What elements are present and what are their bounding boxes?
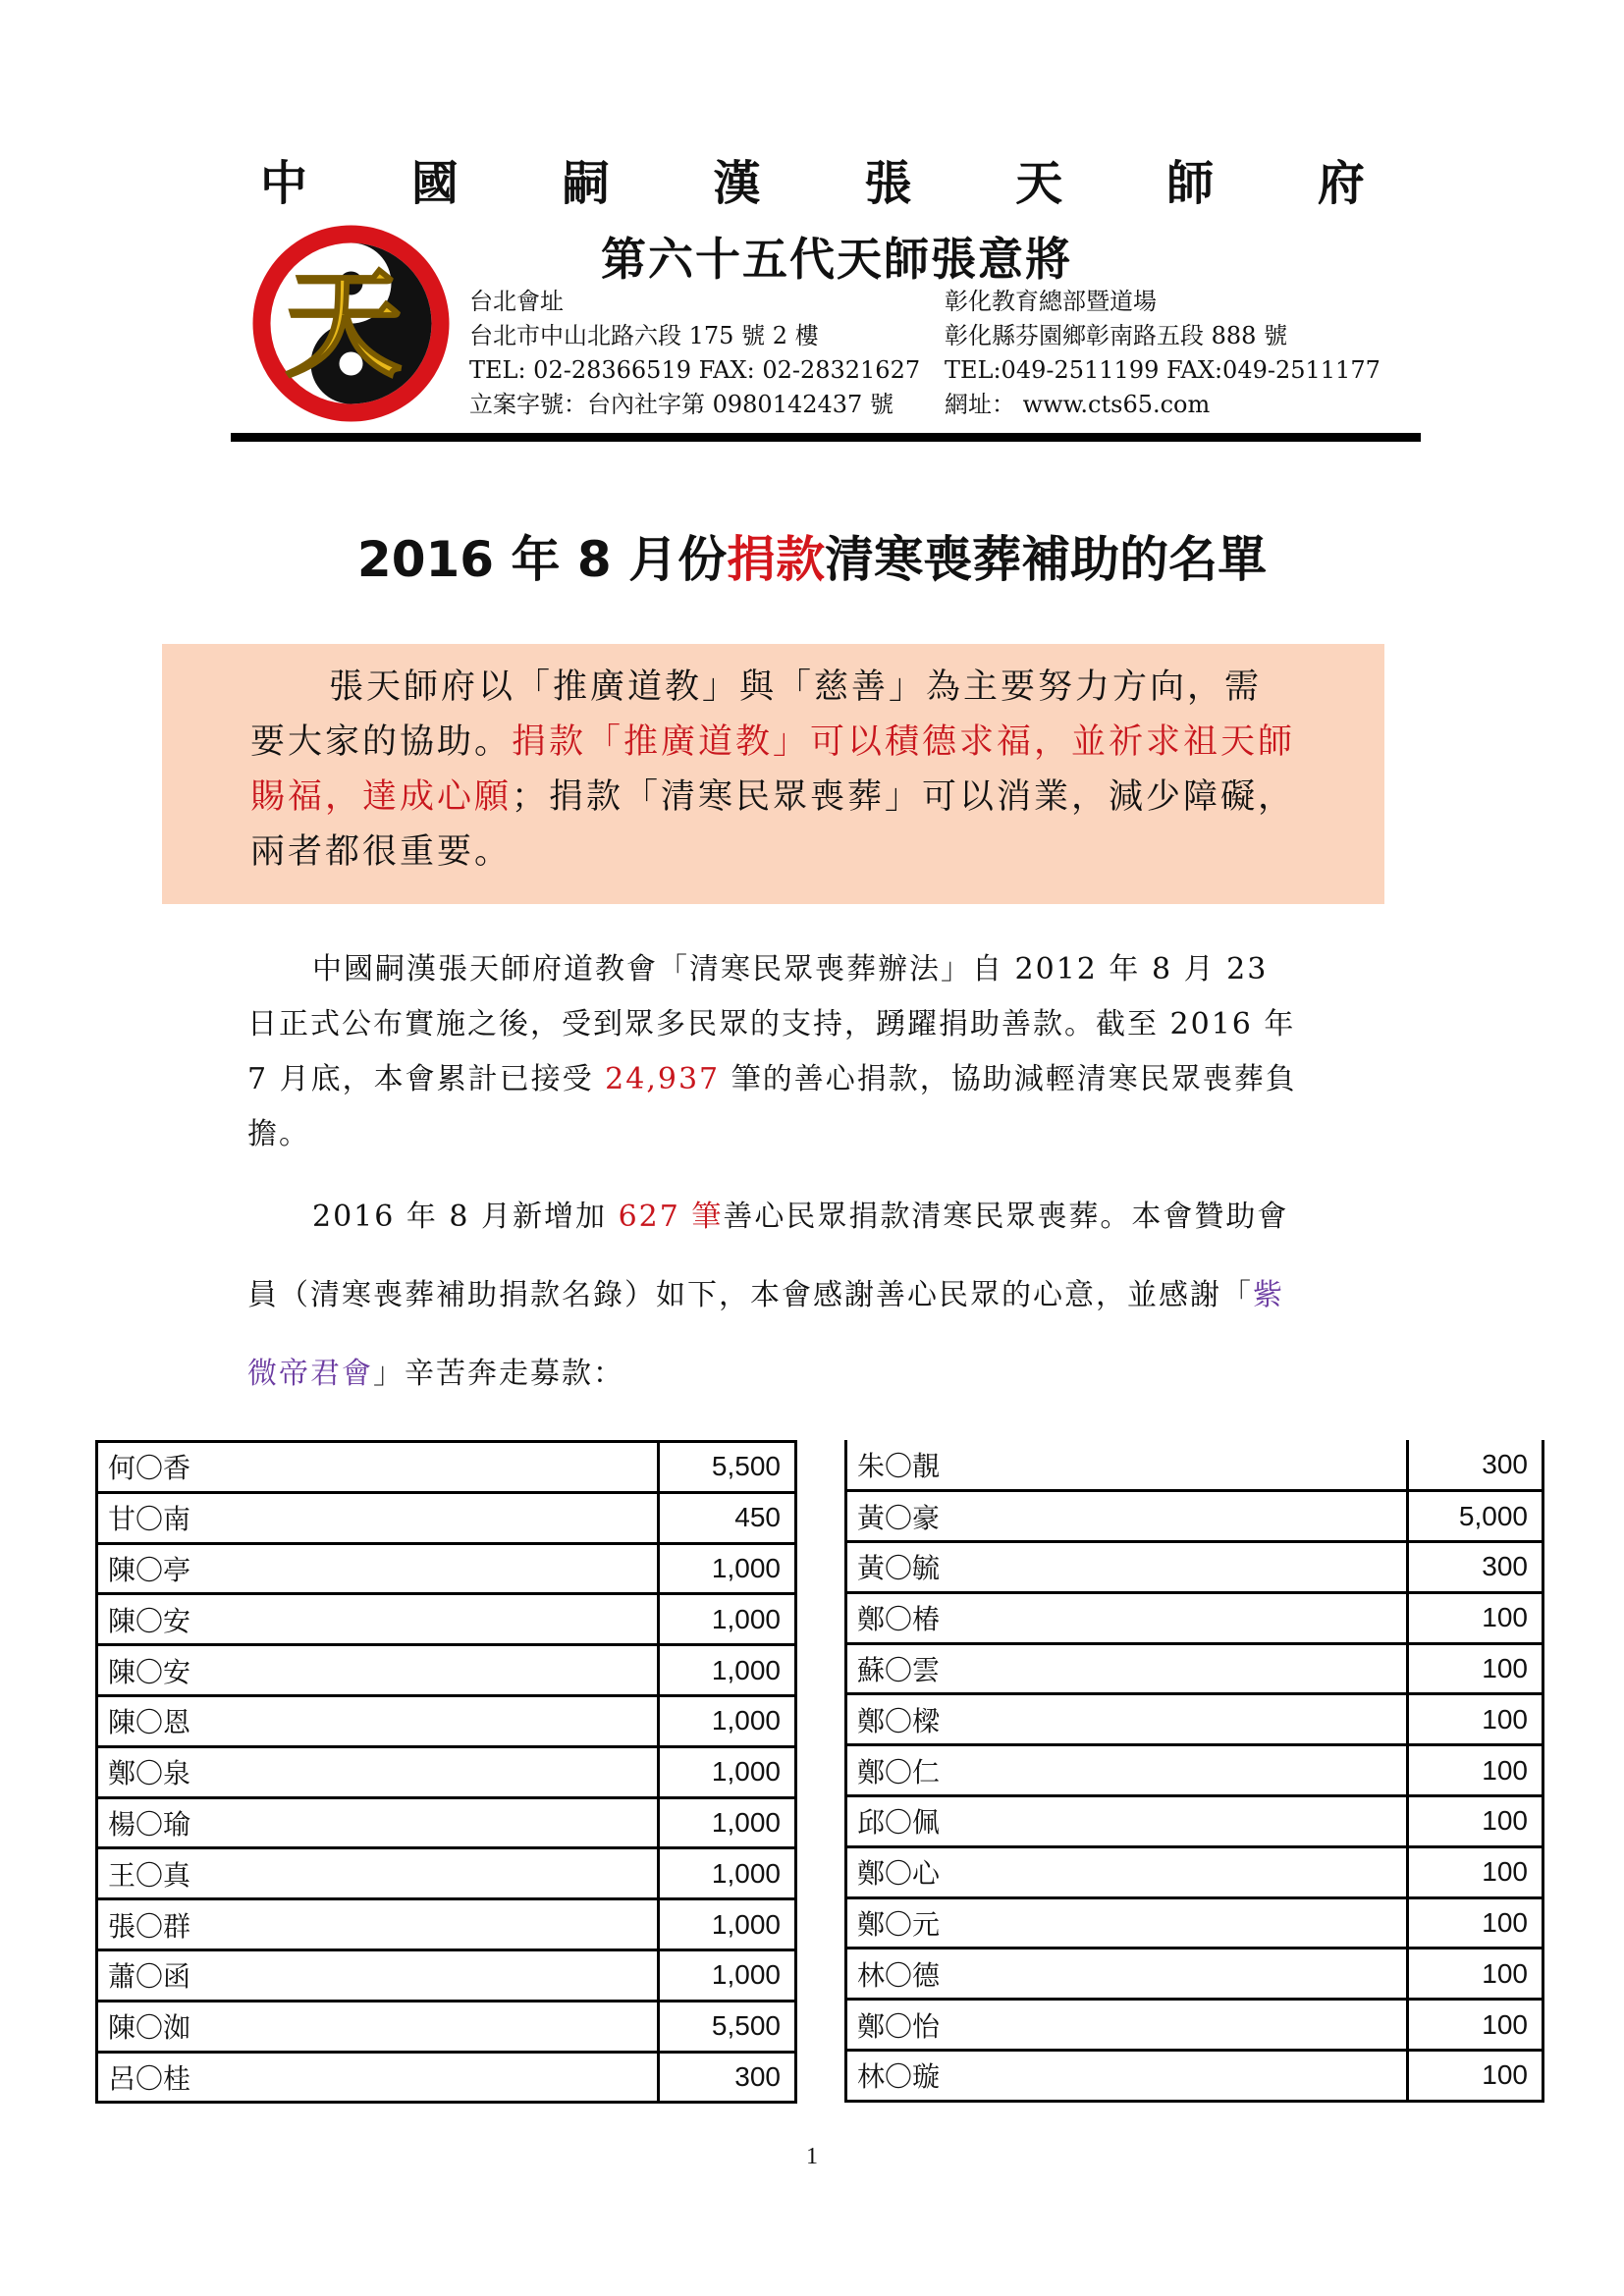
donation-amount: 1,000 [659, 1746, 796, 1797]
notice-text: 張天師府以「推廣道教」與「慈善」為主要努力方向，需要大家的協助。 [250, 667, 1263, 762]
donor-row [846, 1643, 1543, 1694]
donation-amount: 100 [1408, 1846, 1543, 1897]
title-highlight: 捐款 [727, 531, 826, 588]
donor-name: 陳〇恩 [97, 1695, 659, 1746]
page-number: 1 [806, 2144, 818, 2169]
donor-row [97, 2052, 796, 2103]
monthly-count: 627 筆 [618, 1200, 724, 1234]
donor-row [846, 2051, 1543, 2102]
donor-name: 鄭〇泉 [97, 1746, 659, 1797]
taiji-logo [245, 218, 457, 429]
donation-amount: 100 [1408, 2000, 1543, 2051]
donor-row [846, 1897, 1543, 1949]
donation-amount: 1,000 [659, 1543, 796, 1594]
donor-row [97, 1695, 796, 1746]
donation-amount: 450 [659, 1492, 796, 1543]
org-name-char: 府 [1317, 156, 1365, 211]
donor-name: 蕭〇函 [97, 1949, 659, 2001]
donor-row [846, 1846, 1543, 1897]
donor-name: 黃〇毓 [846, 1542, 1408, 1593]
title-part: 清寒喪葬補助的名單 [825, 531, 1268, 588]
contact-line: 立案字號：台內社字第 0980142437 號 [469, 391, 893, 418]
intro-paragraph [247, 942, 1308, 1162]
donor-row [846, 1694, 1543, 1745]
donor-name: 鄭〇樑 [846, 1694, 1408, 1745]
total-count: 24,937 [605, 1062, 721, 1096]
org-name-char: 嗣 [562, 156, 610, 211]
notice-highlight: 捐款「推廣道教」可以積德求福，並祈求祖天師賜福，達成心願 [250, 722, 1296, 817]
donor-row [97, 1848, 796, 1899]
donation-amount: 100 [1408, 1643, 1543, 1694]
donation-amount: 100 [1408, 1949, 1543, 2000]
donor-name: 鄭〇元 [846, 1897, 1408, 1949]
org-name-char: 師 [1166, 156, 1215, 211]
donor-row [846, 1949, 1543, 2000]
paragraph-text: 中國嗣漢張天師府道教會「清寒民眾喪葬辦法」自 2012 年 8 月 23 日正式公布實施之後，受到眾多民眾的支持，踴躍捐助善款。截至 2016 年 7 月底，本會累計已接受 [247, 952, 1296, 1096]
contact-line: 台北市中山北路六段 175 號 2 樓 [469, 322, 819, 349]
donor-name: 陳〇亭 [97, 1543, 659, 1594]
paragraph-text: 」辛苦奔走募款： [373, 1357, 624, 1391]
donor-table-left [95, 1440, 797, 2104]
donor-name: 鄭〇仁 [846, 1745, 1408, 1796]
page-title [0, 520, 1624, 591]
donor-name: 陳〇洳 [97, 2001, 659, 2052]
org-name-char: 漢 [713, 156, 761, 211]
paragraph-text: 善心民眾捐款清寒民眾喪葬。本會贊助會員（清寒喪葬補助捐款名錄）如下，本會感謝善心民眾的心意，並感謝「 [247, 1200, 1289, 1312]
notice-text: ；捐款「清寒民眾喪葬」可以消業，減少障礙，兩者都很重要。 [250, 777, 1296, 872]
donation-amount: 100 [1408, 1897, 1543, 1949]
donor-row [846, 1745, 1543, 1796]
header-divider [231, 433, 1421, 442]
donation-amount: 1,000 [659, 1594, 796, 1645]
donor-row [97, 1746, 796, 1797]
donation-amount: 100 [1408, 1592, 1543, 1643]
donor-row [846, 1796, 1543, 1847]
donor-row [97, 1899, 796, 1950]
donor-row [97, 1594, 796, 1645]
donor-name: 黃〇豪 [846, 1491, 1408, 1542]
donor-name: 林〇璇 [846, 2051, 1408, 2102]
donor-name: 朱〇靚 [846, 1440, 1408, 1491]
donor-name: 林〇德 [846, 1949, 1408, 2000]
title-part: 2016 年 8 月份 [356, 531, 728, 588]
donor-name: 鄭〇椿 [846, 1592, 1408, 1643]
donor-row [846, 2000, 1543, 2051]
donor-row [97, 1949, 796, 2001]
donor-row [97, 1543, 796, 1594]
donor-row [97, 1645, 796, 1696]
donation-amount: 1,000 [659, 1848, 796, 1899]
contact-line: 彰化縣芬園鄉彰南路五段 888 號 [945, 322, 1288, 349]
donation-amount: 1,000 [659, 1695, 796, 1746]
donor-row [846, 1491, 1543, 1542]
donor-name: 何〇香 [97, 1442, 659, 1493]
association-name: 紫微帝君會 [247, 1278, 1284, 1391]
donation-amount: 300 [1408, 1440, 1543, 1491]
donor-row [97, 1492, 796, 1543]
donor-name: 張〇群 [97, 1899, 659, 1950]
donor-row [846, 1592, 1543, 1643]
contact-line: 台北會址 [469, 288, 564, 315]
monthly-paragraph [247, 1178, 1308, 1414]
contact-line: TEL: 02-28366519 FAX: 02-28321627 [469, 356, 921, 384]
donor-row [97, 1442, 796, 1493]
donation-amount: 1,000 [659, 1797, 796, 1848]
donor-row [846, 1542, 1543, 1593]
contact-taipei [469, 285, 920, 422]
donor-table-right [844, 1440, 1544, 2103]
donation-amount: 300 [659, 2052, 796, 2103]
donation-amount: 1,000 [659, 1949, 796, 2001]
donor-name: 王〇真 [97, 1848, 659, 1899]
donor-name: 甘〇南 [97, 1492, 659, 1543]
donation-amount: 5,000 [1408, 1491, 1543, 1542]
org-name-char: 國 [410, 156, 459, 211]
donation-amount: 5,500 [659, 2001, 796, 2052]
organization-name [260, 145, 1365, 213]
donor-name: 鄭〇怡 [846, 2000, 1408, 2051]
paragraph-text: 2016 年 8 月新增加 [312, 1200, 619, 1234]
donation-amount: 100 [1408, 2051, 1543, 2102]
donation-amount: 100 [1408, 1796, 1543, 1847]
donation-amount: 1,000 [659, 1645, 796, 1696]
donor-row [97, 2001, 796, 2052]
contact-changhua [945, 285, 1380, 422]
donor-name: 蘇〇雲 [846, 1643, 1408, 1694]
org-name-char: 張 [864, 156, 912, 211]
donation-amount: 300 [1408, 1542, 1543, 1593]
contact-line: 彰化教育總部暨道場 [945, 288, 1157, 315]
notice-box [162, 644, 1384, 904]
donor-name: 邱〇佩 [846, 1796, 1408, 1847]
logo-character: 天 [285, 255, 403, 394]
donor-name: 呂〇桂 [97, 2052, 659, 2103]
donation-amount: 5,500 [659, 1442, 796, 1493]
contact-line: TEL:049-2511199 FAX:049-2511177 [945, 356, 1380, 384]
org-name-char: 天 [1015, 156, 1063, 211]
donation-amount: 100 [1408, 1745, 1543, 1796]
master-name: 第六十五代天師張意將 [601, 233, 1072, 286]
donor-name: 楊〇瑜 [97, 1797, 659, 1848]
donor-row [846, 1440, 1543, 1491]
org-name-char: 中 [260, 156, 308, 211]
donation-amount: 1,000 [659, 1899, 796, 1950]
donor-name: 鄭〇心 [846, 1846, 1408, 1897]
contact-line: 網址： www.cts65.com [945, 391, 1211, 418]
donor-row [97, 1797, 796, 1848]
donor-name: 陳〇安 [97, 1645, 659, 1696]
donation-amount: 100 [1408, 1694, 1543, 1745]
donor-name: 陳〇安 [97, 1594, 659, 1645]
paragraph-text: 筆的善心捐款，協助減輕清寒民眾喪葬負擔。 [247, 1062, 1297, 1151]
